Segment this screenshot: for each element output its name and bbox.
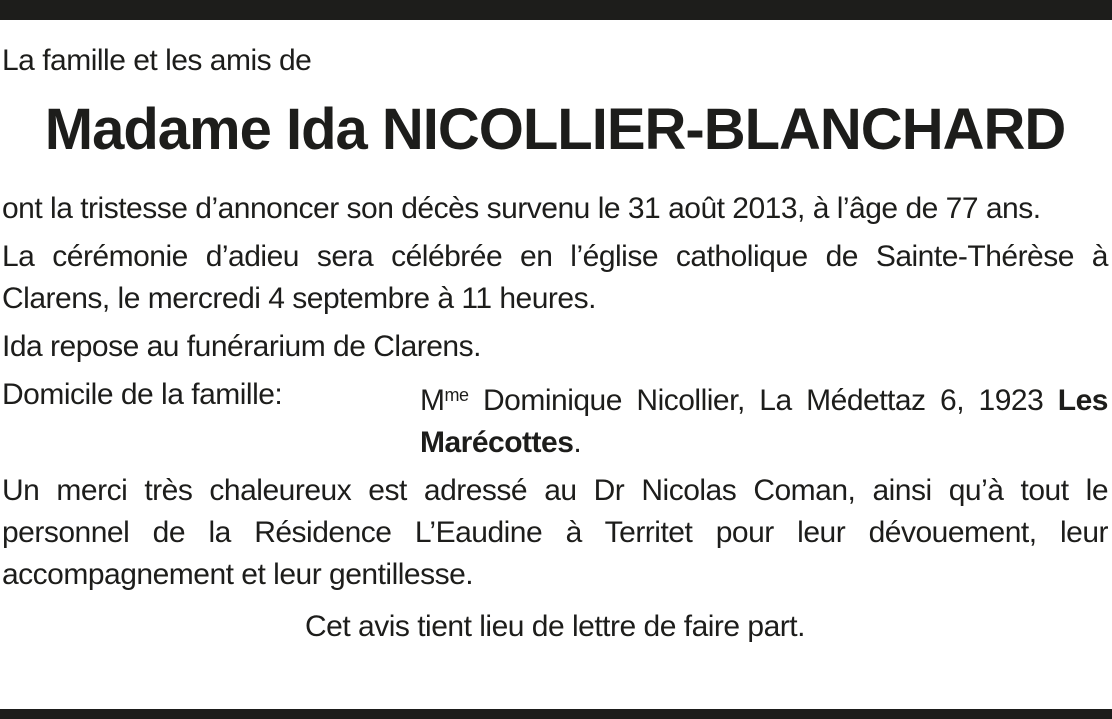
domicile-label: Domicile de la famille: xyxy=(2,378,283,411)
top-rule xyxy=(0,0,1112,20)
ceremony-paragraph: La cérémonie d’adieu sera célébrée en l’église catholique de Sainte-Thérèse à Clarens, le mercredi 4 septembre à 11 heures. xyxy=(2,240,1108,315)
title-superscript: me xyxy=(444,385,469,405)
address-text: Dominique Nicollier, La Médettaz 6, 1923 xyxy=(468,384,1058,417)
intro-line: La famille et les amis de xyxy=(2,44,312,77)
town-name: Les Marécottes xyxy=(420,384,1108,459)
address-end: . xyxy=(573,426,582,459)
domicile-address xyxy=(420,374,1108,464)
domicile-block xyxy=(2,374,1108,464)
thanks-paragraph: Un merci très chaleureux est adressé au Dr Nicolas Coman, ainsi qu’à tout le personnel de la Résidence L’Eaudine à Territet pour leur dévouement, leur accompagnement et leur gentillesse. xyxy=(2,474,1108,591)
rest-paragraph: Ida repose au funérarium de Clarens. xyxy=(2,330,481,363)
title-prefix: M xyxy=(420,384,445,417)
announcement-paragraph: ont la tristesse d’annoncer son décès survenu le 31 août 2013, à l’âge de 77 ans. xyxy=(2,192,1041,225)
deceased-name: Madame Ida NICOLLIER-BLANCHARD xyxy=(44,97,1066,162)
bottom-rule xyxy=(0,709,1112,719)
closing-line: Cet avis tient lieu de lettre de faire part. xyxy=(305,610,805,643)
obituary-notice xyxy=(2,40,1108,648)
